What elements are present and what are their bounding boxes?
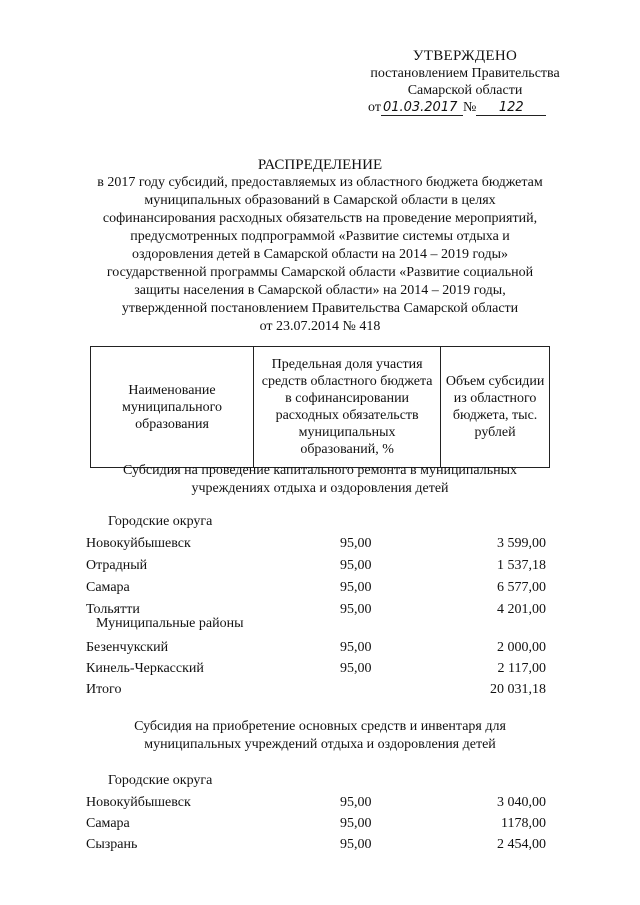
title-line: в 2017 году субсидий, предоставляемых из областного бюджета бюджетам (97, 175, 543, 190)
table-row: Кинель-Черкасский 95,00 2 117,00 (86, 661, 546, 676)
approval-title: УТВЕРЖДЕНО (412, 48, 518, 64)
approval-block (330, 48, 600, 99)
group-heading: Муниципальные районы (96, 616, 244, 631)
handwritten-date: 01.03.2017 (381, 100, 463, 116)
document-title (60, 156, 580, 336)
title-line: муниципальных образований в Самарской области в целях (144, 193, 496, 208)
approval-line-2: Самарской области (407, 83, 523, 98)
number-prefix: № (462, 100, 477, 115)
handwritten-number: 122 (476, 100, 546, 116)
table-row: Тольятти 95,00 4 201,00 (86, 602, 546, 617)
header-municipality: Наименование муниципального образования (91, 347, 254, 468)
title-line: оздоровления детей в Самарской области на 2014 – 2019 годы» (131, 247, 509, 262)
title-heading: РАСПРЕДЕЛЕНИЕ (257, 157, 383, 173)
table-row: Безенчукский 95,00 2 000,00 (86, 640, 546, 655)
title-line: софинансирования расходных обязательств на проведение мероприятий, (102, 211, 538, 226)
group-heading: Городские округа (108, 514, 213, 529)
title-line: защиты населения в Самарской области» на 2014 – 2019 годы, (134, 283, 506, 298)
title-line: утвержденной постановлением Правительства Самарской области (121, 301, 519, 316)
table-row: Отрадный 95,00 1 537,18 (86, 558, 546, 573)
header-share: Предельная доля участия средств областного бюджета в софинансировании расходных обязательств муниципальных образований, % (254, 347, 441, 468)
section-title: Субсидия на приобретение основных средств и инвентаря для муниципальных учреждений отдыха и оздоровления детей (134, 719, 506, 752)
table-row: Самара 95,00 1178,00 (86, 816, 546, 831)
table-row: Новокуйбышевск 95,00 3 040,00 (86, 795, 546, 810)
from-prefix: от (368, 100, 381, 115)
group-heading: Городские округа (108, 773, 213, 788)
approval-date-line (368, 100, 546, 116)
table-row: Сызрань 95,00 2 454,00 (86, 837, 546, 852)
total-row: Итого 20 031,18 (86, 682, 546, 697)
table-header (90, 346, 550, 468)
title-line: от 23.07.2014 № 418 (259, 319, 381, 334)
section-title: Субсидия на проведение капитального ремонта в муниципальных учреждениях отдыха и оздоровления детей (122, 463, 518, 496)
table-row: Новокуйбышевск 95,00 3 599,00 (86, 536, 546, 551)
title-line: государственной программы Самарской области «Развитие социальной (106, 265, 534, 280)
title-line: предусмотренных подпрограммой «Развитие системы отдыха и (130, 229, 510, 244)
approval-line-1: постановлением Правительства (370, 66, 560, 81)
header-amount: Объем субсидии из областного бюджета, тыс. рублей (441, 347, 550, 468)
table-row: Самара 95,00 6 577,00 (86, 580, 546, 595)
